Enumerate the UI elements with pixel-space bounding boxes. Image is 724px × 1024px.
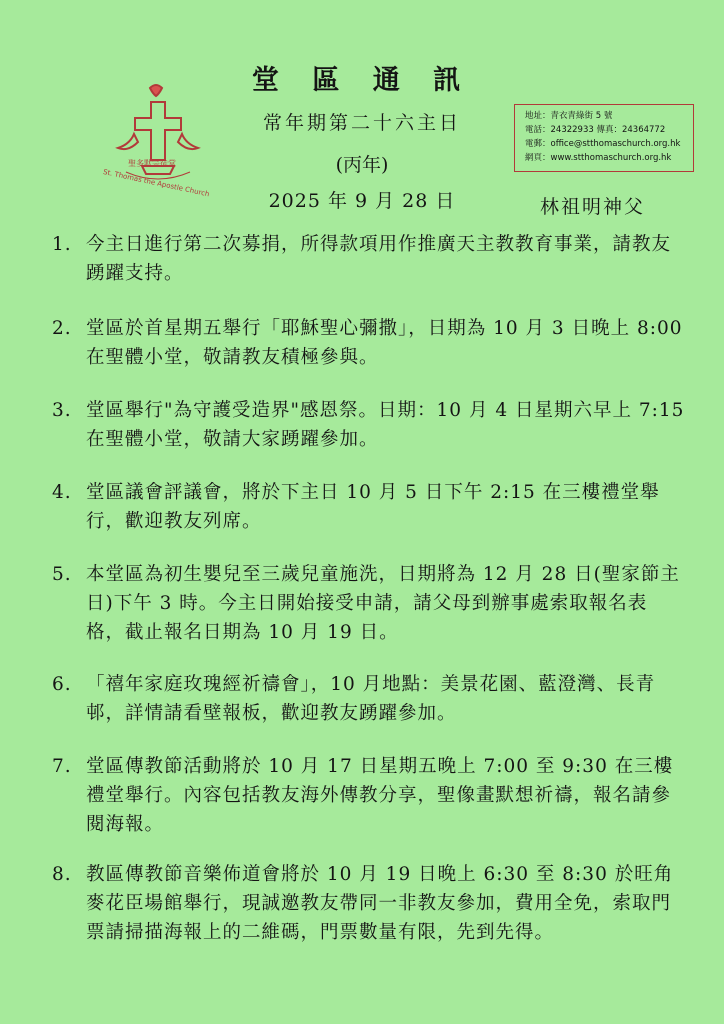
item-text: 教區傳教節音樂佈道會將於 10 月 19 日晚上 6:30 至 8:30 於旺角麥花臣場館舉行，現誠邀教友帶同一非教友參加，費用全免，索取門票請掃描海報上的二維碼，門票數量有限，先到先得。 <box>86 864 674 943</box>
logo-chinese-caption: 聖多默宗徒堂 <box>128 159 176 168</box>
item-number: 2. <box>52 318 72 339</box>
bulletin-date: 2025 年 9 月 28 日 <box>268 190 456 212</box>
item-number: 4. <box>52 482 72 503</box>
announcement-item <box>52 860 692 947</box>
item-number: 1. <box>52 234 72 255</box>
item-text: 堂區傳教節活動將於 10 月 17 日星期五晚上 7:00 至 9:30 在三樓禮堂舉行。內容包括教友海外傳教分享，聖像畫默想祈禱，報名請參閱海報。 <box>86 756 674 835</box>
item-number: 3. <box>52 400 72 421</box>
announcement-item <box>52 560 692 647</box>
item-number: 5. <box>52 564 72 585</box>
liturgical-year: (丙年) <box>335 154 389 176</box>
item-text: 堂區舉行"為守護受造界"感恩祭。日期：10 月 4 日星期六早上 7:15 在聖體小堂，敬請大家踴躍參加。 <box>86 400 685 450</box>
item-text: 堂區於首星期五舉行「耶穌聖心彌撒」，日期為 10 月 3 日晚上 8:00 在聖體小堂，敬請教友積極參與。 <box>86 318 683 368</box>
announcement-item <box>52 670 692 728</box>
contact-email: 電郵：office@stthomaschurch.org.hk <box>525 139 681 149</box>
priest-name: 林祖明神父 <box>540 196 646 218</box>
liturgical-sunday: 常年期第二十六主日 <box>262 112 461 134</box>
item-number: 8. <box>52 864 72 885</box>
contact-phone-fax: 電話：24322933 傳真：24364772 <box>525 125 666 135</box>
announcement-item <box>52 396 692 454</box>
logo-caption: St. Thomas the Apostle Church <box>102 168 211 199</box>
contact-website: 網頁：www.stthomaschurch.org.hk <box>525 153 672 163</box>
contact-box <box>514 104 694 172</box>
announcement-item <box>52 752 692 839</box>
bulletin-title: 堂 區 通 訊 <box>251 65 473 96</box>
contact-address: 地址：青衣青綠街 5 號 <box>525 111 613 121</box>
announcement-item <box>52 314 692 372</box>
item-number: 6. <box>52 674 72 695</box>
announcement-item <box>52 478 692 536</box>
item-text: 「禧年家庭玫瑰經祈禱會」，10 月地點：美景花園、藍澄灣、長青邨，詳情請看壁報板，歡迎教友踴躍參加。 <box>86 674 656 724</box>
item-text: 堂區議會評議會，將於下主日 10 月 5 日下午 2:15 在三樓禮堂舉行，歡迎教友列席。 <box>86 482 660 532</box>
item-number: 7. <box>52 756 72 777</box>
item-text: 今主日進行第二次募捐，所得款項用作推廣天主教教育事業，請教友踴躍支持。 <box>86 234 672 284</box>
item-text: 本堂區為初生嬰兒至三歲兒童施洗，日期將為 12 月 28 日(聖家節主日)下午 3 時。今主日開始接受申請，請父母到辦事處索取報名表格，截止報名日期為 10 月 19 日。 <box>86 564 680 643</box>
announcement-item <box>52 230 692 288</box>
